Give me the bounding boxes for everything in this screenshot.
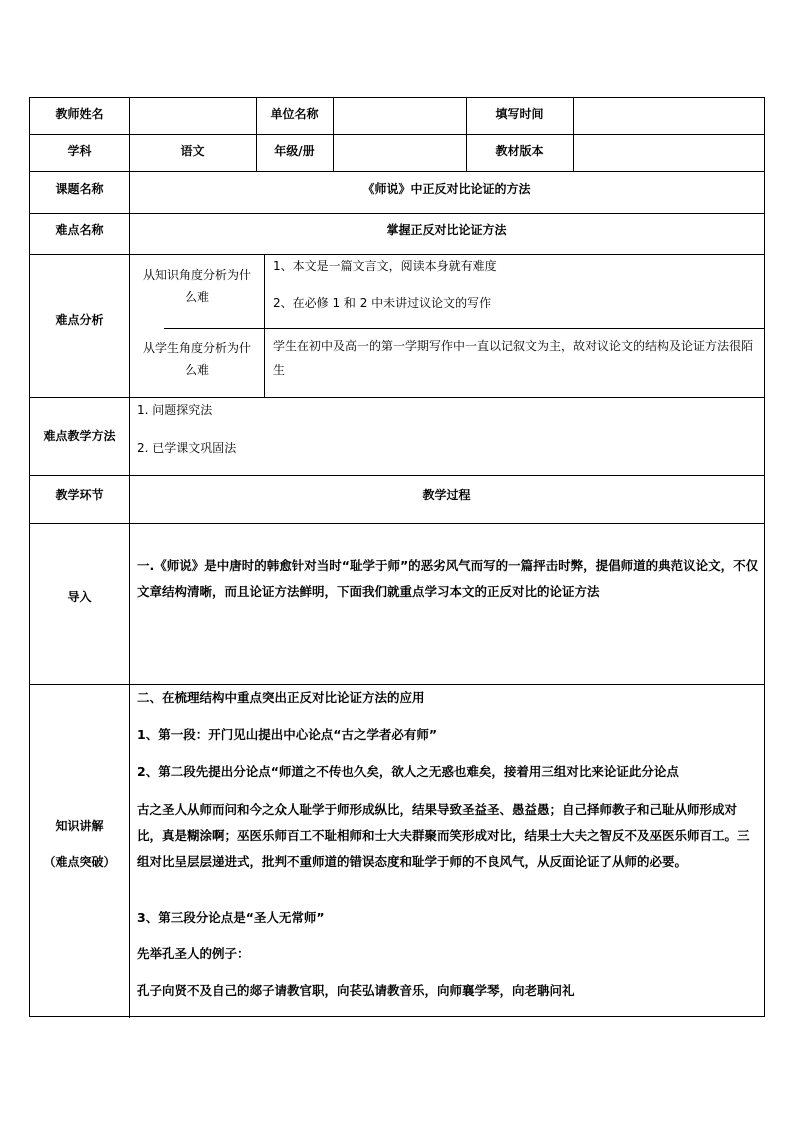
lesson-plan-table: [29, 97, 765, 1017]
textbook-label: 教材版本: [495, 144, 544, 158]
lecture-paragraph-1: 1、第一段：开门见山提出中心论点“古之学者必有师”: [137, 727, 438, 742]
lecture-label-line1: 知识讲解: [55, 819, 104, 833]
lecture-paragraph-4: 3、第三段分论点是“圣人无常师”: [137, 910, 325, 925]
topic-label: 课题名称: [55, 182, 104, 196]
knowledge-item-2: 2、在必修 1 和 2 中未讲过议论文的写作: [273, 296, 492, 310]
lecture-paragraph-3: 古之圣人从师而问和今之众人耻学于师形成纵比，结果导致圣益圣、愚益愚；自己择师教子和己耻从师形成对比，真是糊涂啊；巫医乐师百工不耻相师和士大夫群聚而笑形成对比，结果士大夫之智反不及巫医乐师百工。三组对比呈层层递进式，批判不重师道的错误态度和耻学于师的不良风气，从反面论证了从师的必要。: [137, 802, 750, 869]
topic-value: 《师说》中正反对比论证的方法: [362, 182, 531, 196]
lecture-heading: 二、在梳理结构中重点突出正反对比论证方法的应用: [137, 690, 425, 705]
methods-label: 难点教学方法: [43, 429, 116, 443]
method-item-1: 1. 问题探究法: [137, 403, 213, 417]
difficulty-value: 掌握正反对比论证方法: [386, 223, 507, 237]
intro-text: 一.《师说》是中唐时的韩愈针对当时“耻学于师”的恶劣风气而写的一篇抨击时弊，提倡师道的典范议论文，不仅文章结构清晰，而且论证方法鲜明，下面我们就重点学习本文的正反对比的论证方法: [137, 558, 759, 599]
fill-time-label: 填写时间: [495, 107, 544, 121]
lecture-label-line2: （难点突破）: [43, 855, 116, 869]
lecture-paragraph-6: 孔子向贤不及自己的郯子请教官职，向苌弘请教音乐，向师襄学琴，向老聃问礼: [137, 983, 575, 998]
analysis-label: 难点分析: [55, 313, 104, 327]
teacher-name-label: 教师姓名: [55, 107, 104, 121]
lecture-paragraph-5: 先举孔圣人的例子：: [137, 946, 250, 961]
difficulty-label: 难点名称: [55, 223, 104, 237]
lecture-paragraph-2: 2、第二段先提出分论点“师道之不传也久矣，欲人之无惑也难矣，接着用三组对比来论证此分论点: [137, 764, 679, 779]
knowledge-item-1: 1、本文是一篇文言文，阅读本身就有难度: [273, 259, 497, 273]
intro-label: 导入: [67, 590, 92, 604]
stage-header: 教学环节: [55, 488, 104, 502]
grade-label: 年级/册: [274, 144, 315, 158]
knowledge-angle-label: 从知识角度分析为什么难: [142, 268, 251, 304]
student-angle-label: 从学生角度分析为什么难: [142, 341, 251, 377]
subject-label: 学科: [67, 144, 92, 158]
process-header: 教学过程: [422, 488, 471, 502]
subject-value: 语文: [180, 144, 205, 158]
method-item-2: 2. 已学课文巩固法: [137, 441, 237, 455]
unit-label: 单位名称: [270, 107, 319, 121]
student-angle-text: 学生在初中及高一的第一学期写作中一直以记叙文为主，故对议论文的结构及论证方法很陌生: [273, 339, 754, 377]
